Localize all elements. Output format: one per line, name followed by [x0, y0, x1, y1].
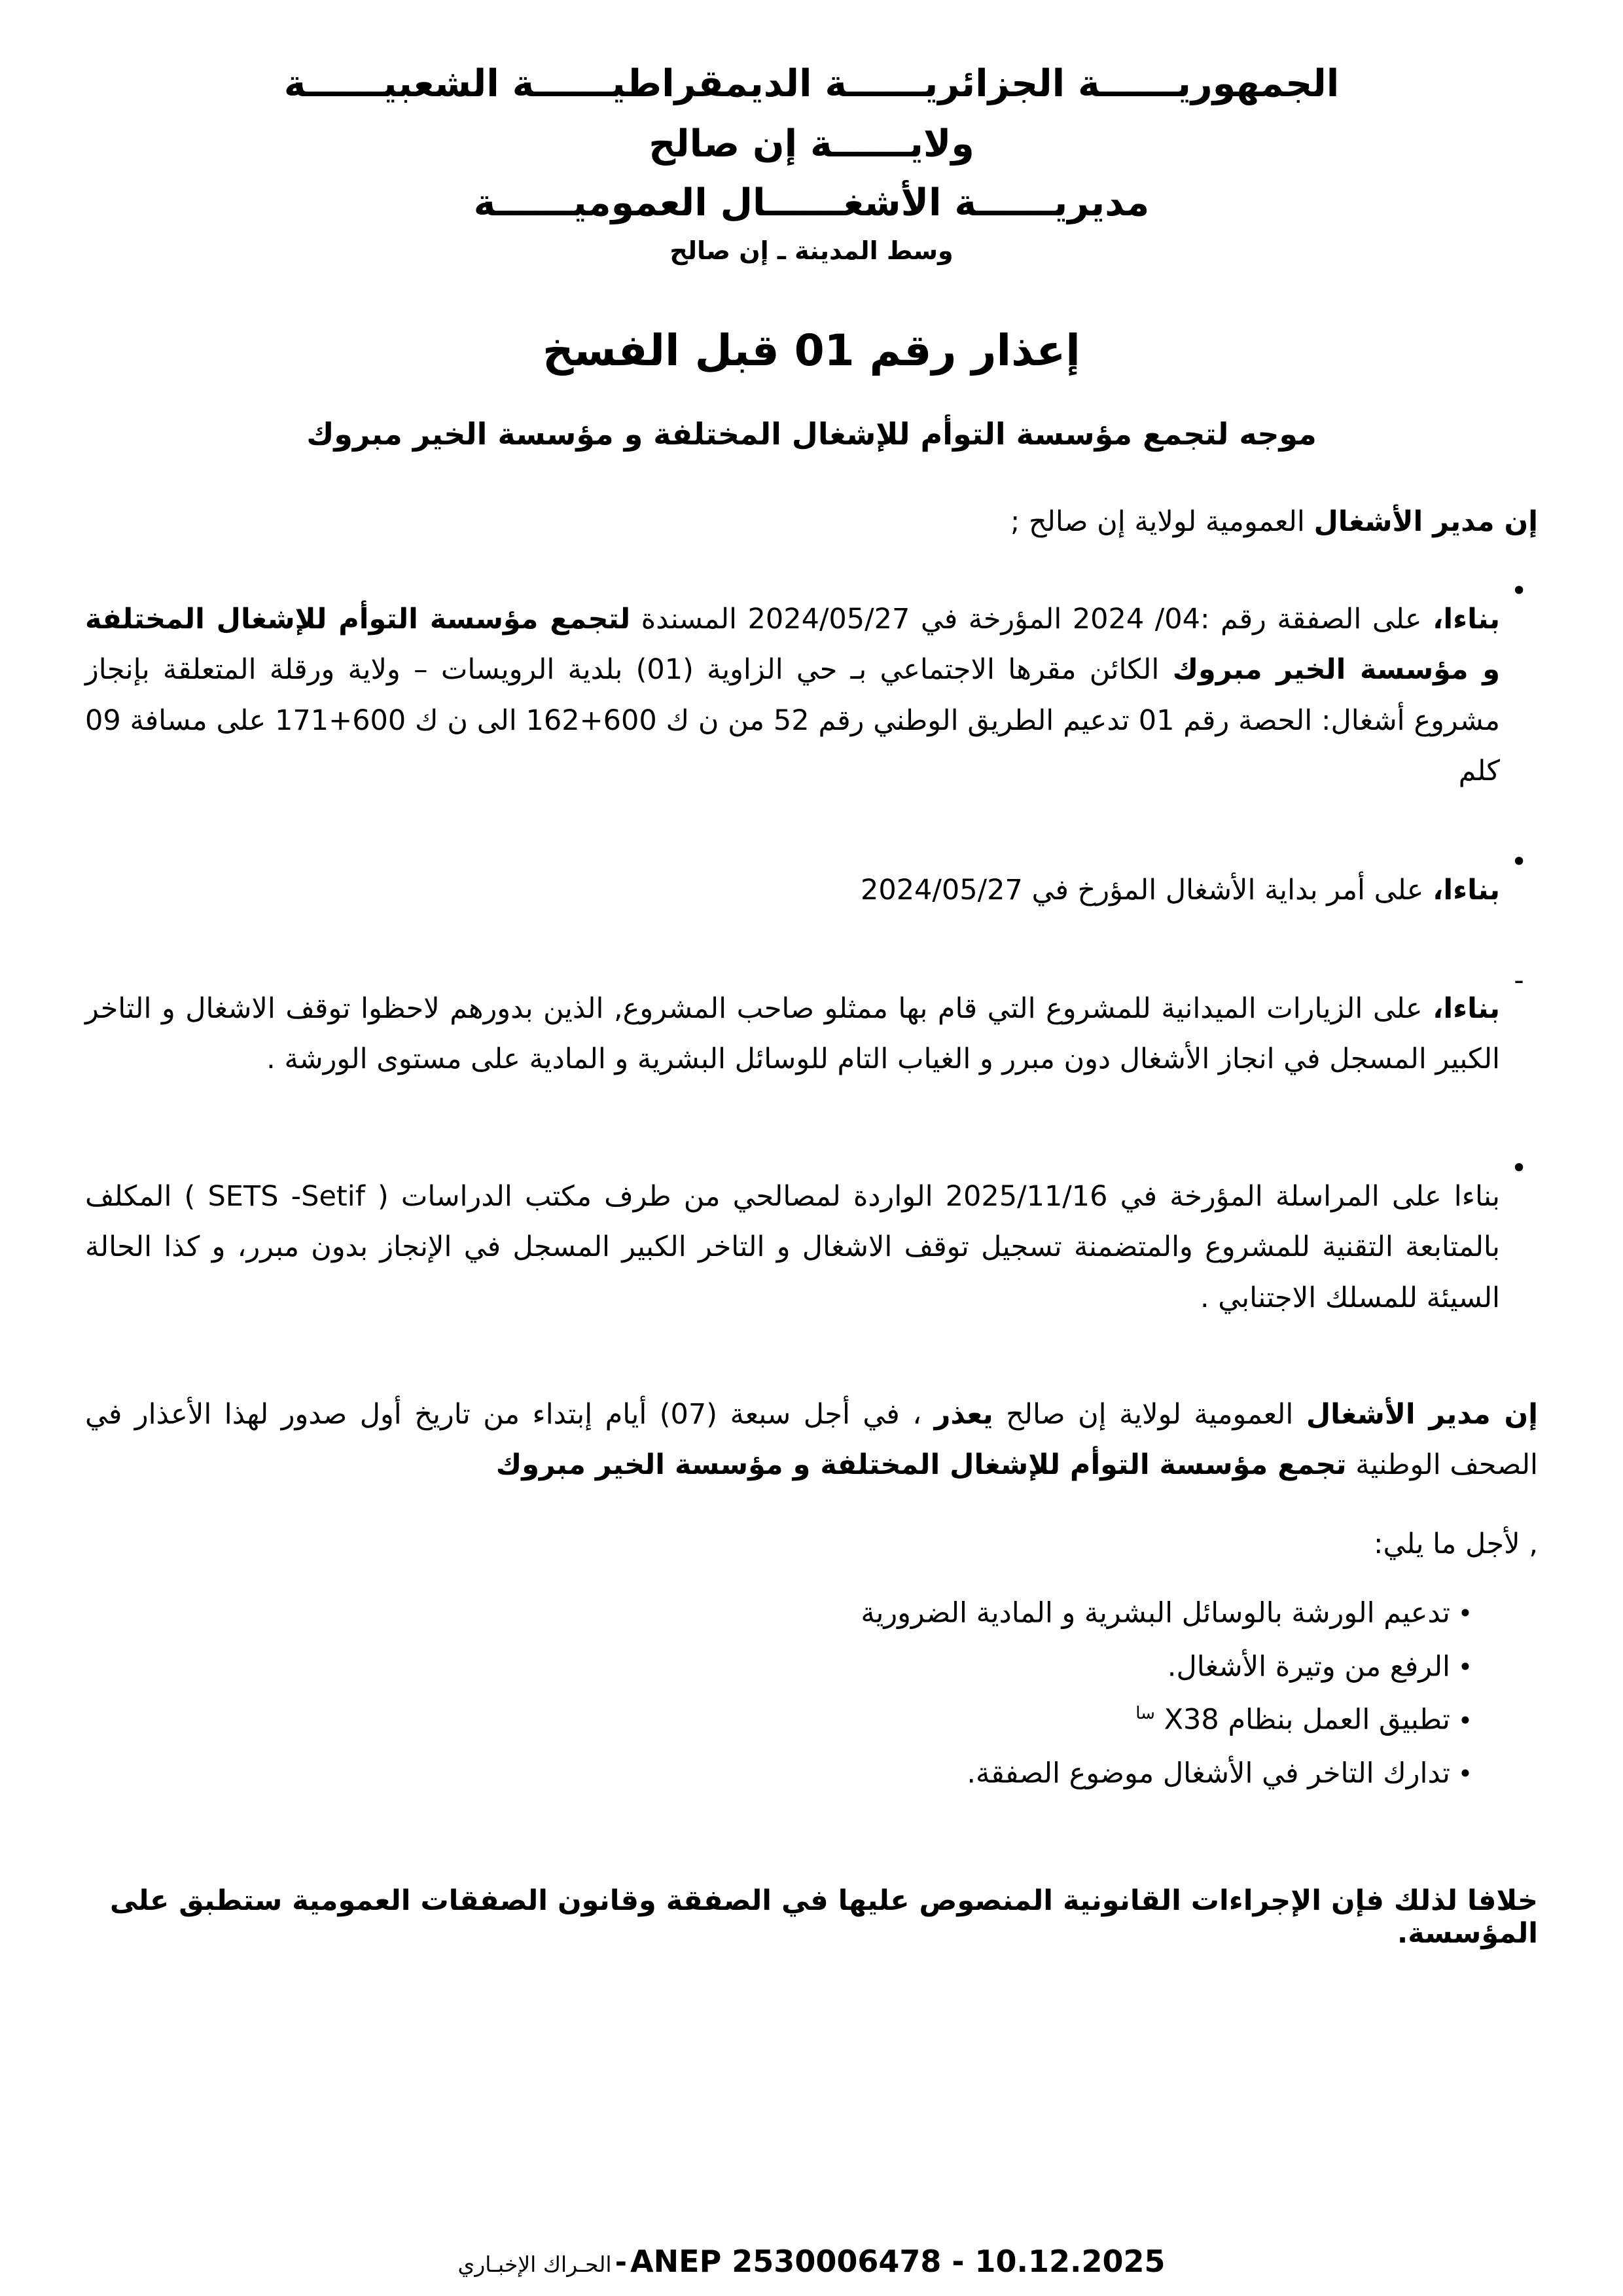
- bullet-marker: •: [1457, 1706, 1473, 1735]
- intro-line: [85, 505, 1538, 538]
- text-segment: بناءا،: [1433, 873, 1500, 906]
- consideration-item: [85, 956, 1538, 1113]
- bullet-marker: •: [1510, 1151, 1527, 1185]
- bullet-marker: •: [1510, 575, 1527, 607]
- requests-list: [85, 1598, 1538, 1789]
- bullet-marker: •: [1457, 1759, 1473, 1789]
- text-segment: بناءا،: [1433, 992, 1500, 1025]
- request-item: [85, 1598, 1480, 1629]
- notice-tail: , لأجل ما يلي:: [1373, 1527, 1538, 1560]
- page-title: إعذار رقم 01 قبل الفسخ: [543, 325, 1080, 376]
- wilaya-name: ولايــــــة إن صالح: [649, 122, 974, 166]
- design-office-name: ( SETS -Setif ): [184, 1179, 389, 1213]
- request-text: [1135, 1704, 1450, 1736]
- text-segment: على الصفقة رقم :04/ 2024 المؤرخة في 2024/05/27 المسندة: [630, 603, 1433, 636]
- request-item: [85, 1651, 1480, 1683]
- text-segment: على الزيارات الميدانية للمشروع التي قام بها ممثلو صاحب المشروع, الذين بدورهم لاحظوا توقف الاشغال و التاخر الكبير المسجل في انجاز الأشغال دون مبرر و الغياب التام للوسائل البشرية و المادية على مستوى الورشة .: [85, 992, 1500, 1076]
- considerations-list: [85, 566, 1538, 1352]
- letterhead: [85, 62, 1538, 265]
- text-segment: تدارك التاخر في الأشغال موضوع الصفقة.: [967, 1757, 1450, 1790]
- consideration-text: [85, 594, 1500, 797]
- text-segment: ، في أجل سبعة (07) أيام إبتداء من تاريخ أول صدور لهذا الأعذار في الصحف الوطنية: [85, 1397, 1538, 1482]
- request-text: [967, 1758, 1450, 1789]
- text-segment: العمومية لولاية إن صالح: [993, 1397, 1306, 1431]
- intro-rest: العمومية لولاية إن صالح ;: [1010, 505, 1314, 538]
- bullet-marker: •: [1457, 1599, 1473, 1628]
- consideration-text: [85, 984, 1500, 1085]
- address-line: وسط المدينة ـ إن صالح: [669, 236, 954, 265]
- republic-name: الجمهوريــــــة الجزائريــــــة الديمقراطيــــــة الشعبيــــــة: [283, 62, 1340, 105]
- anep-reference: ANEP 2530006478 - 10.12.2025: [630, 2244, 1166, 2279]
- text-segment: الكائن مقرها الاجتماعي بـ حي الزاوية (01) بلدية الرويسات – ولاية ورقلة المتعلقة بإنجاز مشروع أشغال: الحصة رقم 01 تدعيم الطريق الوطني رقم 52 من ن ك 600+162 الى ن ك 600+171 على مسافة 09 كلم: [85, 653, 1500, 788]
- request-text: [861, 1598, 1450, 1629]
- text-segment: تجمع مؤسسة التوأم للإشغال المختلفة و مؤسسة الخير مبروك: [495, 1448, 1347, 1482]
- text-segment: بناءا،: [1433, 603, 1500, 636]
- text-segment: بناءا على المراسلة المؤرخة في 2025/11/16 الواردة لمصالحي من طرف مكتب الدراسات: [388, 1179, 1500, 1213]
- consideration-item: [85, 837, 1538, 944]
- bullet-marker: •: [1457, 1653, 1473, 1682]
- closing-paragraph: خلافا لذلك فإن الإجراءات القانونية المنصوص عليها في الصفقة وقانون الصفقات العمومية ستطبق على المؤسسة.: [109, 1884, 1538, 1950]
- newspaper-name: الحـراك الإخبـاري: [457, 2251, 612, 2277]
- bullet-marker: •: [1510, 845, 1527, 878]
- directorate-name: مديريــــــة الأشغــــــال العموميــــــة: [473, 181, 1150, 224]
- text-segment: الرفع من وتيرة الأشغال.: [1167, 1650, 1450, 1683]
- consideration-item: [85, 566, 1538, 825]
- text-segment: المكلف بالمتابعة التقنية للمشروع والمتضمنة تسجيل توقف الاشغال و التاخر الكبير المسجل في الإنجاز بدون مبرر، و كذا الحالة السيئة للمسلك الاجتنابي .: [85, 1179, 1500, 1314]
- request-text: [1168, 1651, 1450, 1683]
- dash-marker: -: [1514, 963, 1524, 997]
- request-item: [85, 1758, 1480, 1789]
- consideration-item: [85, 1143, 1538, 1352]
- text-segment: إن مدير الأشغال: [1306, 1397, 1538, 1431]
- superscript-hours: سا: [1135, 1704, 1155, 1724]
- page-subtitle: موجه لتجمع مؤسسة التوأم للإشغال المختلفة و مؤسسة الخير مبروك: [306, 416, 1317, 452]
- text-segment: تدعيم الورشة بالوسائل البشرية و المادية الضرورية: [861, 1596, 1450, 1630]
- consideration-text: [85, 1172, 1500, 1323]
- text-segment: لتجمع مؤسسة التوأم للإشغال المختلفة و مؤسسة الخير مبروك: [85, 603, 1500, 687]
- text-segment: يعذر: [934, 1397, 993, 1431]
- intro-bold: إن مدير الأشغال: [1313, 505, 1538, 538]
- notice-paragraph: [85, 1390, 1538, 1491]
- text-segment: تطبيق العمل بنظام X38: [1154, 1703, 1450, 1736]
- request-item: [85, 1704, 1480, 1736]
- text-segment: على أمر بداية الأشغال المؤرخ في 2024/05/27: [860, 873, 1433, 906]
- consideration-text: [85, 865, 1500, 916]
- anep-footer: [0, 2244, 1623, 2279]
- footer-separator: -: [615, 2246, 627, 2279]
